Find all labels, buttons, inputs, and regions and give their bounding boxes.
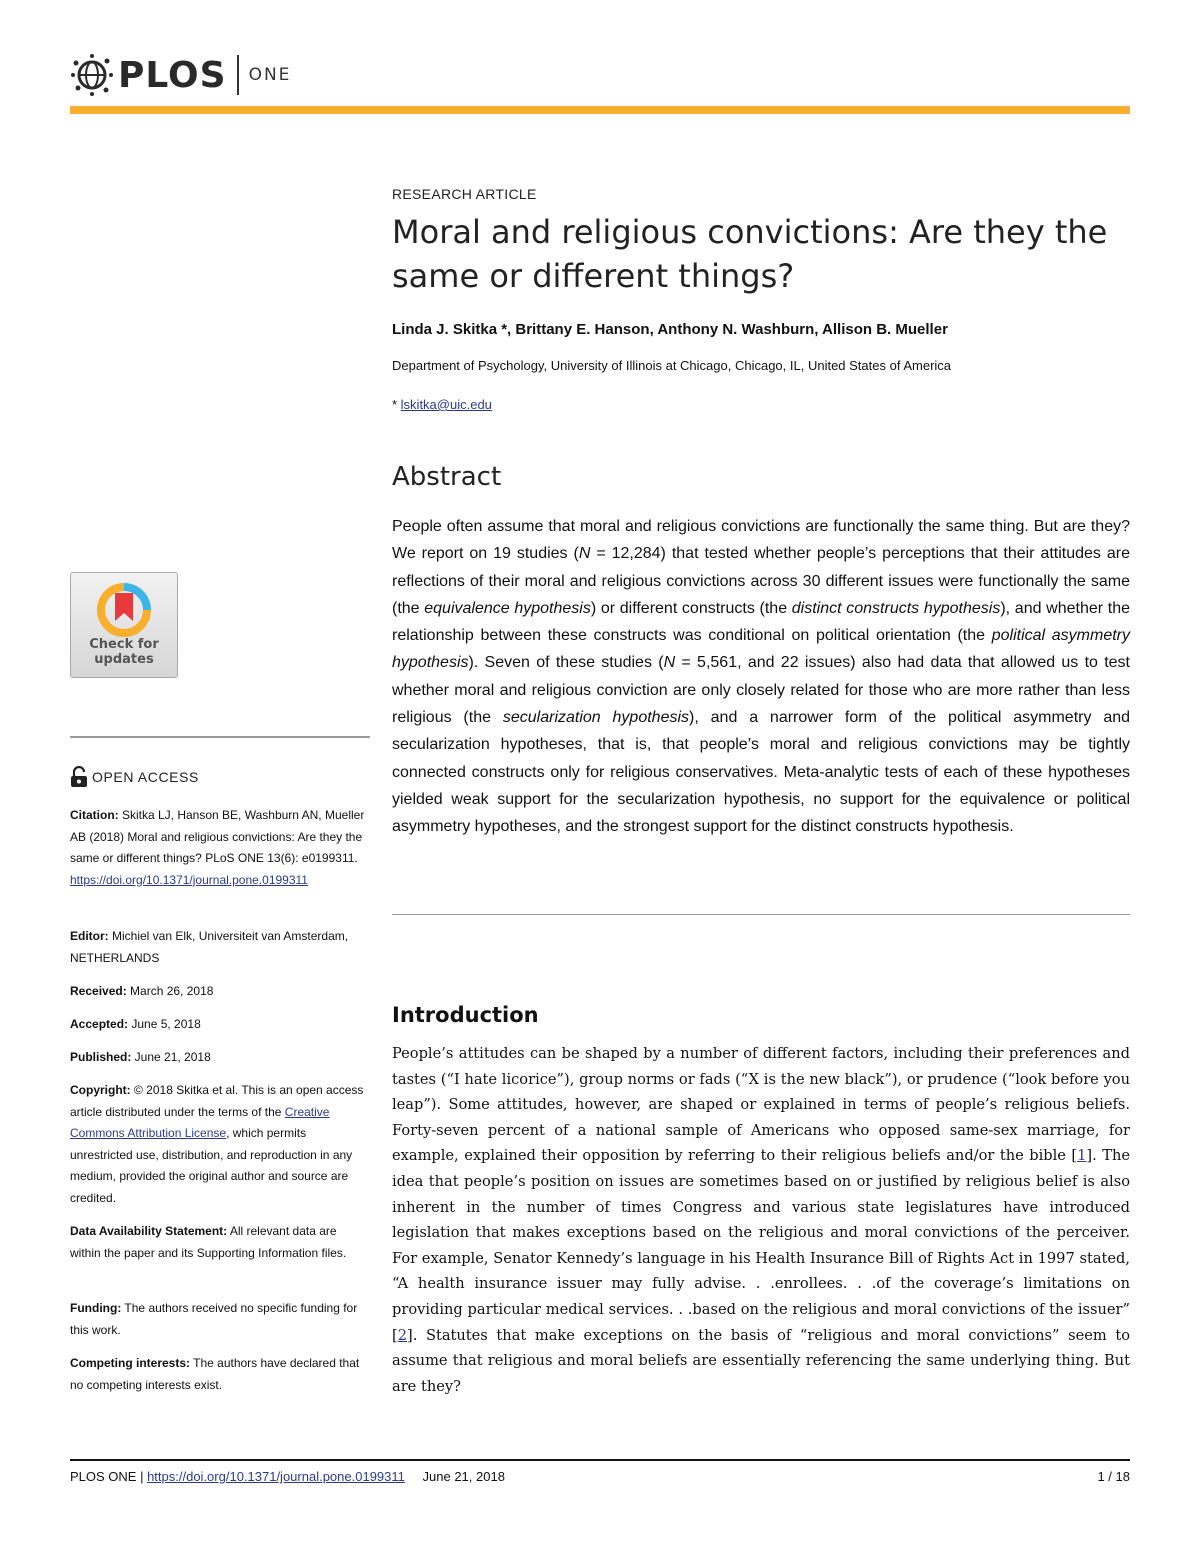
plos-one-logo[interactable]	[70, 52, 291, 98]
abstract-part-1: People often assume that moral and religious convictions are functionally the same thing. But are they? We report on 19 studies (	[392, 518, 1130, 563]
intro-part-2: ]. The idea that people’s position on issues are sometimes based on or justified by religious belief is also inherent in the number of times Congress and various state legislatures have introduced legislation that makes exceptions based on the religious and moral convictions of the perceiver. For example, Senator Kennedy’s language in his Health Insurance Bill of Rights Act in 1997 stated, “A health insurance issuer may fully advise. . .enrollees. . .of the coverage’s limitations on providing particular medical services. . .based on the religious and moral convictions of the issuer” [	[392, 1147, 1130, 1344]
header-accent-bar	[70, 106, 1130, 114]
funding-block	[70, 1298, 370, 1341]
abstract-part-7: ), and a narrower form of the political asymmetry and secularization hypotheses, that is, that people’s moral and religious convictions may be tightly connected constructs only for religious conservatives. Meta-analytic tests of each of these hypotheses yielded weak support for the secularization hypothesis, no support for the equivalence or political asymmetry hypotheses, and the strongest support for the distinct constructs hypothesis.	[392, 709, 1131, 836]
check-for-updates-label: Check for updates	[89, 637, 159, 667]
logo-plos-text: PLOS	[118, 54, 227, 96]
footer-doi-link[interactable]: https://doi.org/10.1371/journal.pone.0199311	[147, 1469, 405, 1484]
open-lock-icon	[70, 766, 88, 788]
citation-text: Skitka LJ, Hanson BE, Washburn AN, Mueller AB (2018) Moral and religious convictions: Are they the same or different things? PLoS ONE 13(6): e0199311.	[70, 808, 365, 866]
check-for-updates-button[interactable]	[70, 572, 178, 678]
competing-interests-text: The authors have declared that no competing interests exist.	[70, 1356, 360, 1392]
corresponding-email	[392, 397, 492, 412]
logo-one-text: ONE	[248, 65, 292, 85]
funding-label: Funding:	[70, 1301, 122, 1315]
sidebar-divider	[70, 736, 370, 738]
hypothesis-distinct: distinct constructs hypothesis	[791, 599, 1001, 617]
data-availability-label: Data Availability Statement:	[70, 1224, 228, 1238]
logo-divider	[237, 55, 239, 95]
sample-size-symbol-2: N	[663, 654, 676, 672]
accepted-text: June 5, 2018	[128, 1017, 201, 1031]
introduction-heading: Introduction	[392, 1003, 539, 1027]
received-text: March 26, 2018	[126, 984, 214, 998]
author-list: Linda J. Skitka *, Brittany E. Hanson, Anthony N. Washburn, Allison B. Mueller	[392, 321, 948, 338]
abstract-part-6: = 5,561, and 22 issues) also had data that allowed us to test whether moral and religious conviction are only closely related for those who are more rather than less religious (the	[392, 654, 1131, 727]
affiliation: Department of Psychology, University of Illinois at Chicago, Chicago, IL, United States of America	[392, 358, 952, 373]
published-text: June 21, 2018	[131, 1050, 211, 1064]
data-availability-block	[70, 1221, 370, 1264]
license-link[interactable]: Creative Commons Attribution License	[70, 1104, 330, 1141]
plos-globe-icon	[70, 53, 114, 97]
abstract-text	[392, 513, 1130, 841]
copyright-text-2: , which permits unrestricted use, distribution, and reproduction in any medium, provided the original author and source are credited.	[70, 1126, 353, 1205]
article-type: RESEARCH ARTICLE	[392, 186, 537, 202]
abstract-part-2: = 12,284) that tested whether people’s perceptions that their attitudes are reflections of their moral and religious convictions across 30 different issues were functionally the same (the	[392, 545, 1130, 617]
editor-label: Editor:	[70, 929, 109, 943]
received-date	[70, 981, 370, 1003]
citation-block	[70, 805, 370, 891]
abstract-part-5: ). Seven of these studies (	[468, 654, 664, 672]
abstract-part-3: ) or different constructs (the	[590, 599, 792, 617]
accepted-label: Accepted:	[70, 1017, 129, 1031]
published-date	[70, 1047, 370, 1069]
published-label: Published:	[70, 1050, 132, 1064]
editor-block	[70, 926, 370, 969]
received-label: Received:	[70, 984, 127, 998]
introduction-text	[392, 1041, 1130, 1399]
abstract-divider	[392, 914, 1130, 915]
copyright-block	[70, 1080, 370, 1210]
footer-divider	[70, 1459, 1130, 1461]
crossmark-icon	[95, 581, 153, 639]
intro-part-3: ]. Statutes that make exceptions on the basis of “religious and moral convictions” seem to assume that religious and moral beliefs are essentially referencing the same underlying thing. But are they?	[392, 1326, 1130, 1395]
competing-interests-block	[70, 1353, 370, 1396]
copyright-label: Copyright:	[70, 1083, 131, 1097]
hypothesis-secularization: secularization hypothesis	[502, 709, 690, 727]
open-access-badge	[70, 766, 199, 788]
citation-label: Citation:	[70, 808, 119, 822]
citation-doi-link[interactable]: https://doi.org/10.1371/journal.pone.0199311	[70, 872, 308, 887]
email-prefix: *	[392, 397, 401, 412]
article-title: Moral and religious convictions: Are they the same or different things?	[392, 213, 1108, 295]
hypothesis-political: political asymmetry hypothesis	[392, 627, 1130, 672]
footer-date: June 21, 2018	[422, 1469, 505, 1484]
hypothesis-equivalence: equivalence hypothesis	[424, 599, 591, 617]
competing-interests-label: Competing interests:	[70, 1356, 191, 1370]
footer-journal: PLOS ONE |	[70, 1469, 148, 1484]
page-number: 1 / 18	[1097, 1469, 1130, 1484]
email-link[interactable]: lskitka@uic.edu	[400, 397, 492, 412]
reference-link-2[interactable]: 2	[397, 1326, 407, 1344]
editor-text: Michiel van Elk, Universiteit van Amsterdam, NETHERLANDS	[70, 929, 349, 965]
reference-link-1[interactable]: 1	[1077, 1147, 1087, 1165]
funding-text: The authors received no specific funding for this work.	[70, 1301, 358, 1337]
copyright-text-1: © 2018 Skitka et al. This is an open access article distributed under the terms of the	[70, 1083, 364, 1119]
abstract-part-4: ), and whether the relationship between these constructs was conditional on political orientation (the	[392, 599, 1131, 645]
accepted-date	[70, 1014, 370, 1036]
abstract-heading: Abstract	[392, 462, 502, 492]
sample-size-symbol: N	[578, 545, 591, 563]
page-footer	[70, 1469, 1130, 1484]
open-access-label: OPEN ACCESS	[92, 769, 199, 785]
intro-part-1: People’s attitudes can be shaped by a number of different factors, including their preferences and tastes (“I hate licorice”), group norms or fads (“X is the new black”), or prudence (“look before you leap”). Some attitudes, however, are shaped or explained in terms of people’s religious beliefs. Forty-seven percent of a national sample of Americans who opposed same-sex marriage, for example, explained their opposition by referring to their religious beliefs and/or the bible [	[392, 1045, 1130, 1165]
data-availability-text: All relevant data are within the paper and its Supporting Information files.	[70, 1224, 347, 1260]
